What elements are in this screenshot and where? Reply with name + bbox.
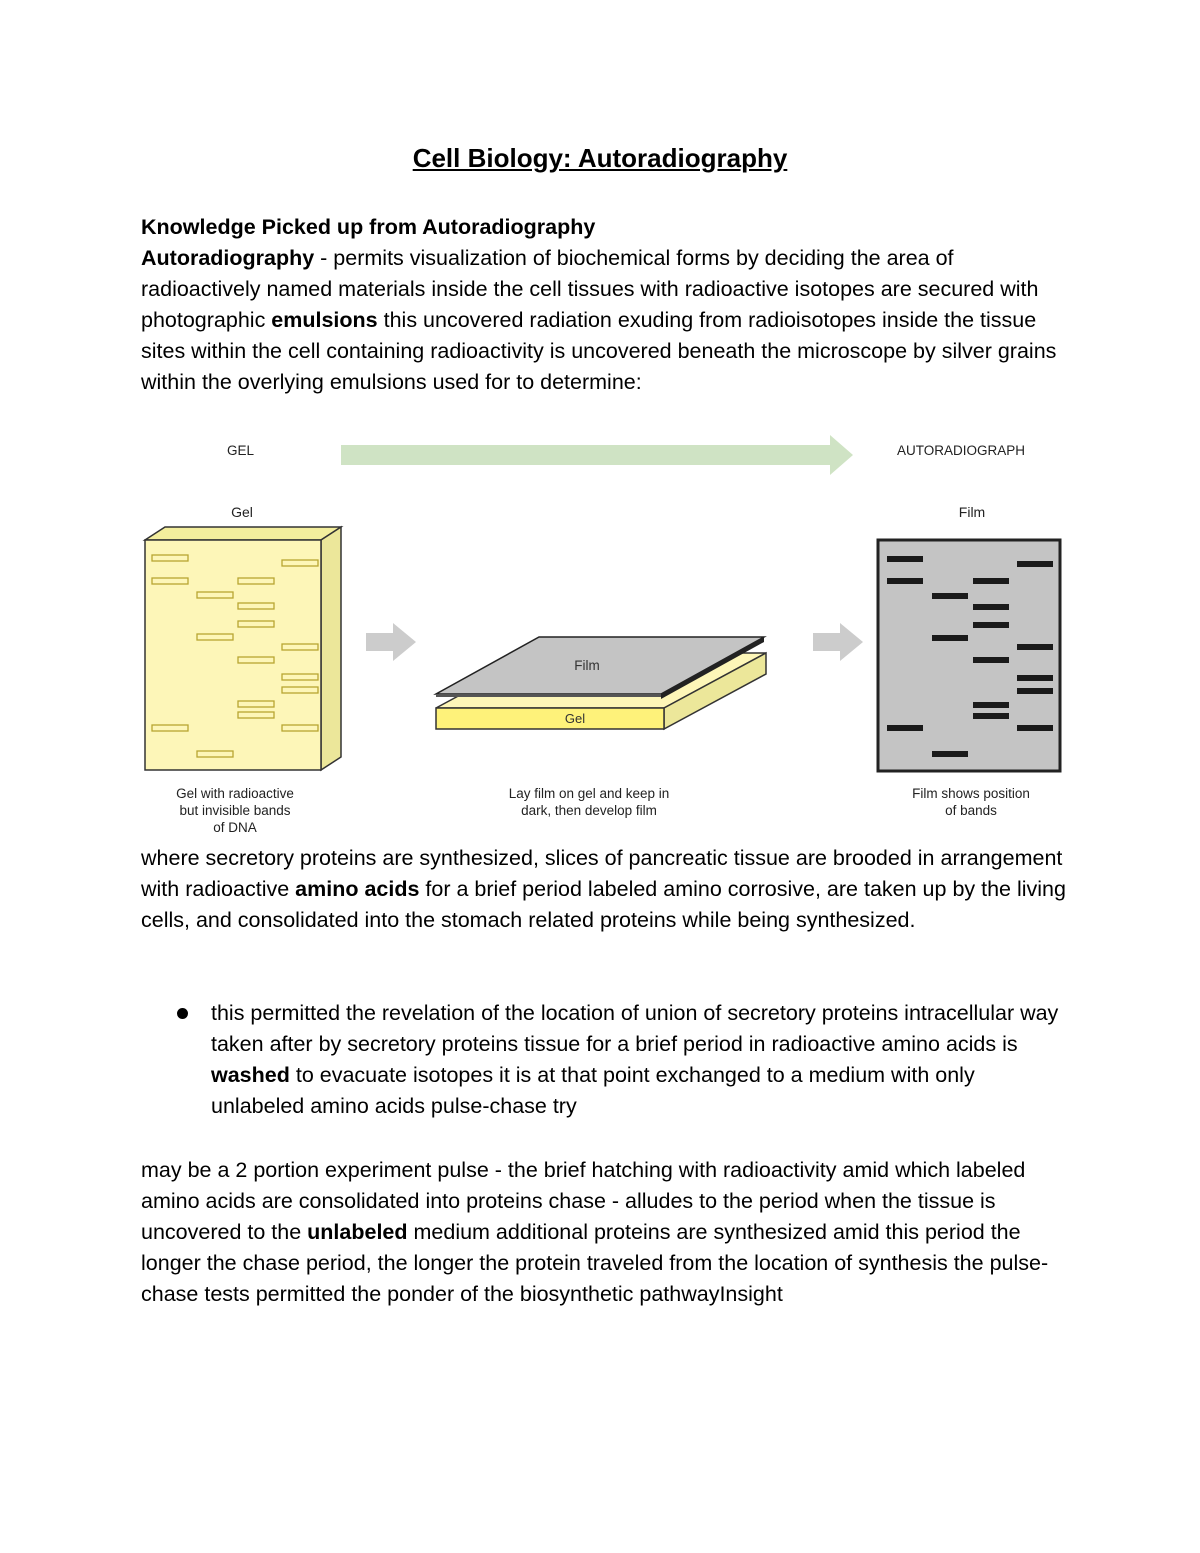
sandwich-gel-label: Gel xyxy=(564,711,586,726)
autoradiography-diagram xyxy=(130,432,1080,842)
page-title: Cell Biology: Autoradiography xyxy=(412,143,788,173)
gel-band xyxy=(197,592,233,598)
film-band xyxy=(973,713,1009,719)
gel-band xyxy=(197,751,233,757)
term-washed: washed xyxy=(211,1063,290,1087)
gel-band xyxy=(282,687,318,693)
caption-left-line: Gel with radioactive xyxy=(176,786,294,801)
para1-text-1: - permits visualization of biochemical forms by deciding the area of radioactively named materials inside the cell tissues with radioactive isotopes are secured with photographic xyxy=(141,246,1039,332)
pulse-chase-paragraph xyxy=(141,1155,1071,1310)
caption-mid xyxy=(509,786,670,818)
film-band xyxy=(932,751,968,757)
gel-band xyxy=(238,621,274,627)
caption-left-line: but invisible bands xyxy=(179,803,291,818)
gel-film-sandwich xyxy=(436,637,766,729)
caption-mid-line: Lay film on gel and keep in xyxy=(508,786,670,801)
gel-band xyxy=(238,603,274,609)
diagram-top-right-label: AUTORADIOGRAPH xyxy=(897,443,1026,458)
green-arrow xyxy=(341,435,853,475)
intro-paragraph xyxy=(141,212,1071,398)
term-unlabeled: unlabeled xyxy=(307,1220,408,1244)
term-amino-acids: amino acids xyxy=(295,877,420,901)
caption-right-line: Film shows position xyxy=(912,786,1030,801)
para3-text-2: medium additional proteins are synthesized amid this period the longer the chase period, the longer the protein traveled from the location of synthesis the pulse-chase tests permitted the ponder of the biosynthetic pathwayInsight xyxy=(141,1220,1049,1306)
gel-band xyxy=(152,578,188,584)
film-band xyxy=(1017,644,1053,650)
bullet-text-2: to evacuate isotopes it is at that point exchanged to a medium with only unlabeled amino acids pulse-chase try xyxy=(211,1063,975,1118)
film-band xyxy=(1017,675,1053,681)
gel-band xyxy=(238,701,274,707)
sandwich-film-label: Film xyxy=(574,658,600,673)
film-band xyxy=(973,604,1009,610)
film-band xyxy=(887,725,923,731)
film-band xyxy=(932,593,968,599)
film-band xyxy=(887,556,923,562)
film-result xyxy=(878,540,1060,771)
diagram-top-left-label: GEL xyxy=(227,443,255,458)
film-band xyxy=(1017,561,1053,567)
list-item xyxy=(141,998,1071,1122)
caption-right-line: of bands xyxy=(945,803,997,818)
gel-band xyxy=(282,644,318,650)
film-band xyxy=(932,635,968,641)
para3-text-1: may be a 2 portion experiment pulse - the brief hatching with radioactivity amid which labeled amino acids are consolidated into proteins chase - alludes to the period when the tissue is uncovered to the xyxy=(141,1158,1026,1244)
film-band xyxy=(973,657,1009,663)
film-band xyxy=(1017,688,1053,694)
caption-mid-line: dark, then develop film xyxy=(521,803,657,818)
gel-band xyxy=(152,725,188,731)
gel-band xyxy=(282,560,318,566)
para2-text-1: where secretory proteins are synthesized, slices of pancreatic tissue are brooded in arrangement with radioactive xyxy=(141,846,1063,901)
gel-band xyxy=(152,555,188,561)
film-band xyxy=(973,578,1009,584)
film-band xyxy=(973,622,1009,628)
gel-band xyxy=(282,674,318,680)
caption-left xyxy=(176,786,294,835)
secretory-paragraph xyxy=(141,843,1071,936)
film-band xyxy=(973,702,1009,708)
film-label: Film xyxy=(958,504,986,520)
section-heading: Knowledge Picked up from Autoradiography xyxy=(141,215,596,239)
gel-band xyxy=(282,725,318,731)
caption-right xyxy=(912,786,1030,818)
bullet-list xyxy=(141,998,1071,1122)
gel-band xyxy=(197,634,233,640)
gel-band xyxy=(238,712,274,718)
bullet-dot-icon xyxy=(177,1008,188,1019)
para2-text-2: for a brief period labeled amino corrosive, are taken up by the living cells, and consolidated into the stomach related proteins while being synthesized. xyxy=(141,877,1066,932)
para1-text-2: this uncovered radiation exuding from radioisotopes inside the tissue sites within the cell containing radioactivity is uncovered beneath the microscope by silver grains within the overlying emulsions used for to determine: xyxy=(141,308,1057,394)
film-band xyxy=(1017,725,1053,731)
film-band xyxy=(887,578,923,584)
bullet-text-1: this permitted the revelation of the location of union of secretory proteins intracellular way taken after by secretory proteins tissue for a brief period in radioactive amino acids is xyxy=(211,1001,1059,1056)
term-autoradiography: Autoradiography xyxy=(141,246,315,270)
gray-arrow-right xyxy=(813,623,863,661)
gel-label: Gel xyxy=(231,504,253,520)
gel-band xyxy=(238,578,274,584)
caption-left-line: of DNA xyxy=(213,820,257,835)
gray-arrow-left xyxy=(366,623,416,661)
gel-band xyxy=(238,657,274,663)
term-emulsions: emulsions xyxy=(271,308,378,332)
